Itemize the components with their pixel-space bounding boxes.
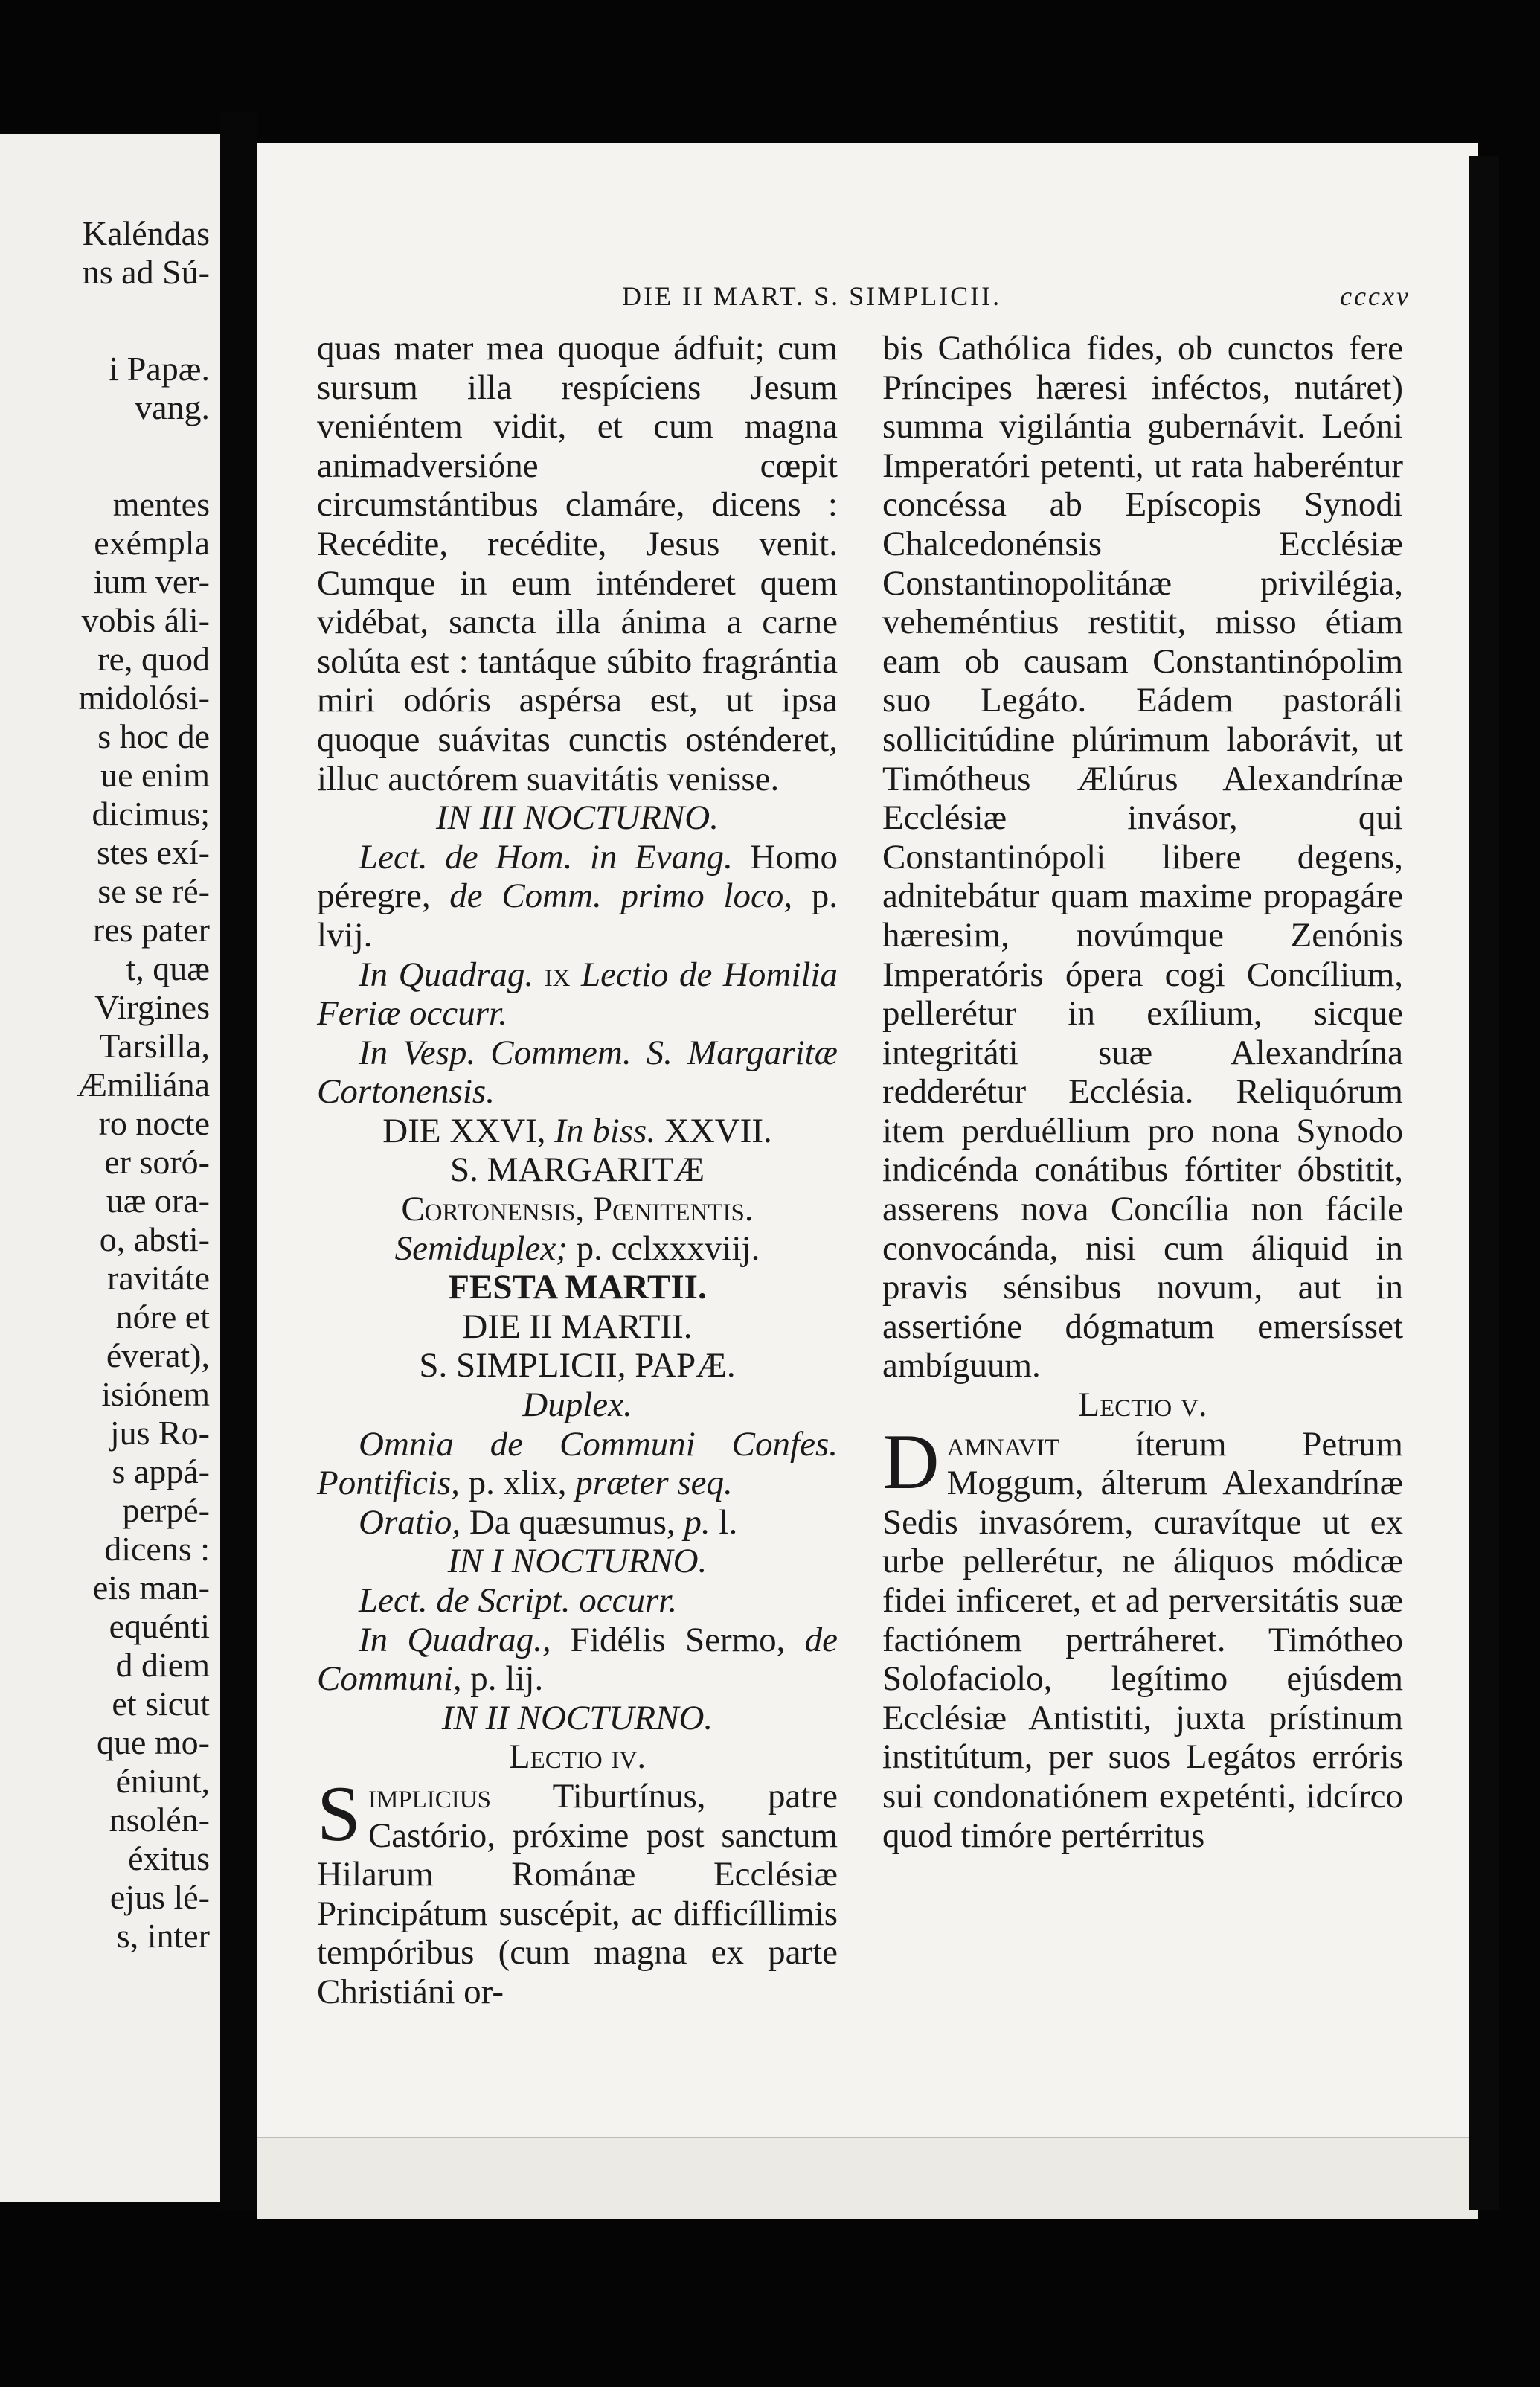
lead-word: amnavit: [946, 1424, 1060, 1464]
text-paragraph: In Vesp. Commem. S. Margaritæ Cortonensis.: [317, 1033, 838, 1112]
page-number: cccxv: [1340, 281, 1411, 311]
left-page-line: isiónem: [101, 1375, 210, 1413]
text-run: p. lij.: [461, 1659, 544, 1699]
text-run: Oratio,: [359, 1502, 461, 1542]
right-column: [882, 329, 1403, 1855]
text-run: p. cclxxxviij.: [567, 1228, 760, 1268]
left-page-line: eis man-: [92, 1569, 210, 1606]
left-page-line: ejus lé-: [109, 1878, 210, 1916]
page-bottom-margin: [257, 2137, 1478, 2219]
left-column: [317, 329, 838, 2012]
left-page-line: perpé-: [122, 1491, 210, 1529]
left-page-line: nóre et: [115, 1298, 210, 1336]
text-run: Omnia de Communi Confes. Pontificis,: [317, 1424, 838, 1503]
text-run: Lect. de Hom. in Evang.: [359, 837, 733, 877]
text-paragraph: FESTA MARTII.: [448, 1268, 707, 1307]
left-page-line: s appá-: [112, 1452, 210, 1490]
left-page-line: res pater: [92, 911, 210, 949]
running-head: [257, 281, 1478, 325]
text-paragraph: S. MARGARITÆ: [449, 1150, 705, 1190]
text-run: præter seq.: [575, 1464, 733, 1503]
text-run: In Quadrag.,: [359, 1620, 551, 1659]
drop-cap: D: [882, 1417, 940, 1505]
left-page-line: s hoc de: [97, 717, 210, 755]
text-paragraph: [317, 1503, 838, 1542]
text-paragraph: [317, 955, 838, 1034]
left-page-line: mentes: [112, 485, 210, 523]
text-run: l.: [710, 1502, 738, 1542]
text-paragraph: [317, 1425, 838, 1503]
lesson-paragraph: [882, 1417, 1403, 1856]
left-page-line: ium ver-: [93, 563, 210, 600]
lesson-text: Tiburtínus, patre Castório, próxime post sanctum Hilarum Románæ Ecclésiæ Principátum suscépit, ac difficíllimis tempóribus (cum magna ex parte Christiáni or-: [317, 1776, 838, 2011]
left-page-line: Æmiliána: [77, 1066, 210, 1103]
text-run: p.: [684, 1502, 710, 1542]
left-page-line: Virgines: [94, 988, 210, 1026]
previous-page-fragment: [0, 134, 220, 2202]
left-page-line: et sicut: [112, 1685, 210, 1723]
text-run: p. lvij.: [317, 877, 838, 955]
lead-word: implicius: [368, 1776, 491, 1816]
text-run: Homo péregre,: [317, 837, 838, 916]
text-run: p. xlix,: [459, 1464, 576, 1503]
running-title: DIE II MART. S. SIMPLICII.: [622, 281, 1002, 311]
lesson-paragraph: [317, 1769, 838, 2012]
left-page-line: uæ ora-: [106, 1182, 210, 1220]
text-paragraph: [317, 838, 838, 955]
left-page-line: equénti: [109, 1607, 210, 1645]
left-page-line: er soró-: [104, 1143, 210, 1181]
text-run: de Comm. primo loco,: [449, 877, 793, 916]
text-paragraph: Lectio iv.: [508, 1737, 647, 1777]
text-paragraph: [317, 1112, 838, 1151]
left-page-line: Kaléndas: [82, 214, 210, 252]
text-paragraph: [317, 1229, 838, 1269]
left-page-line: que mo-: [96, 1723, 210, 1761]
text-paragraph: Lectio v.: [1078, 1385, 1207, 1425]
text-paragraph: bis Cathólica fides, ob cunctos fere Príncipes hæresi inféctos, nutáret) summa vigilántia gubernávit. Leóni Imperatóri petenti, ut rata haberéntur concéssa ab Epíscopis Synodi Chalcedonénsis Ecclésiæ Constantinopolitánæ privilégia, veheméntius restitit, misso étiam eam ob causam Constantinópolim suo Legáto. Eádem pastoráli sollicitúdine plúrimum laborávit, ut Timótheus Ælúrus Alexandrínæ Ecclésiæ invásor, qui Constantinópoli libere degens, adnitebátur quam maxime propagáre hæresim, novúmque Zenónis Imperatóris ópera cogi Concílium, pellerétur in exílium, sicque integritáti suæ Alexandrína redderétur Ecclésia. Reliquórum item perduéllium pro nona Synodo indicénda conátibus fórtiter óbstitit, asserens nova Concília non fácile convocánda, nisi cum áliquid in pravis sénsibus novum, aut in assertióne dógmatum emersísset ambíguum.: [882, 329, 1403, 1385]
left-page-line: i Papæ.: [109, 350, 210, 388]
left-page-line: jus Ro-: [109, 1414, 210, 1452]
left-page-line: midolósi-: [78, 679, 210, 717]
lesson-text: íterum Petrum Moggum, álterum Alexandrínæ Sedis invasórem, curavítque ut ex urbe pellerétur, ne áliquos módicæ fidei inficeret, et ad perversitátis suæ factiónem pertráheret. Timótheo Solofaciolo, legítimo ejúsdem Ecclésiæ Antistiti, juxta prístinum institútum, per suos Legátos erróris sui condonatiónem expeténti, idcírco quod timóre pertérritus: [882, 1424, 1403, 1855]
text-run: de Communi,: [317, 1620, 838, 1699]
left-page-line: dicens :: [104, 1530, 210, 1568]
text-paragraph: S. SIMPLICII, PAPÆ.: [419, 1346, 736, 1385]
left-page-line: éniunt,: [115, 1762, 210, 1800]
drop-cap: S: [317, 1769, 361, 1857]
text-run: In Quadrag.: [359, 955, 534, 994]
text-paragraph: Cortonensis, Pœnitentis.: [401, 1190, 754, 1229]
left-page-line: ravitáte: [107, 1259, 210, 1297]
text-paragraph: Lect. de Script. occurr.: [359, 1581, 678, 1620]
text-paragraph: DIE II MARTII.: [462, 1307, 693, 1346]
left-page-line: vobis áli-: [81, 601, 210, 639]
left-page-line: se se ré-: [97, 872, 210, 910]
book-page: [257, 143, 1478, 2219]
left-page-line: t, quæ: [126, 949, 210, 987]
text-run: In biss.: [554, 1111, 656, 1150]
text-run: ix: [533, 955, 582, 994]
text-run: XXVII.: [655, 1111, 772, 1150]
text-run: DIE XXVI,: [382, 1111, 555, 1150]
left-page-line: d diem: [115, 1646, 210, 1684]
text-paragraph: IN II NOCTURNO.: [441, 1698, 713, 1737]
text-paragraph: Duplex.: [522, 1385, 632, 1425]
left-page-line: éverat),: [106, 1336, 210, 1374]
left-page-line: stes exí-: [96, 833, 210, 871]
left-page-line: exémpla: [94, 524, 210, 562]
left-page-line: éxitus: [128, 1839, 210, 1877]
left-page-line: ue enim: [100, 756, 210, 794]
left-page-line: vang.: [135, 388, 210, 426]
left-page-line: dicimus;: [92, 795, 210, 833]
text-run: Fidélis Sermo,: [551, 1620, 805, 1659]
page-edge: [1469, 156, 1499, 2210]
text-run: Lectio de Homilia Feriæ occurr.: [317, 955, 838, 1034]
text-run: Semiduplex;: [394, 1228, 568, 1268]
text-paragraph: quas mater mea quoque ádfuit; cum sursum illa respíciens Jesum veniéntem vidit, et cum magna animadversióne cœpit circumstántibus clamáre, dicens : Recédite, recédite, Jesus venit. Cumque in eum inténderet quem vidébat, sancta illa ánima a carne solúta est : tantáque súbito fragrántia miri odóris aspérsa est, ut ipsa quoque suávitas cunctis osténderet, illuc auctórem suavitátis venisse.: [317, 329, 838, 798]
left-page-line: ro nocte: [98, 1104, 210, 1142]
left-page-line: s, inter: [116, 1917, 210, 1955]
gutter: [220, 112, 257, 2210]
left-page-line: ns ad Sú-: [82, 253, 210, 291]
left-page-line: nsolén-: [109, 1801, 210, 1839]
text-paragraph: [317, 1621, 838, 1699]
text-paragraph: IN I NOCTURNO.: [447, 1542, 708, 1581]
text-paragraph: IN III NOCTURNO.: [436, 798, 719, 838]
text-run: Da quæsumus,: [461, 1502, 684, 1542]
left-page-line: o, absti-: [99, 1220, 210, 1258]
left-page-line: Tarsilla,: [99, 1027, 210, 1065]
left-page-line: re, quod: [97, 640, 210, 678]
